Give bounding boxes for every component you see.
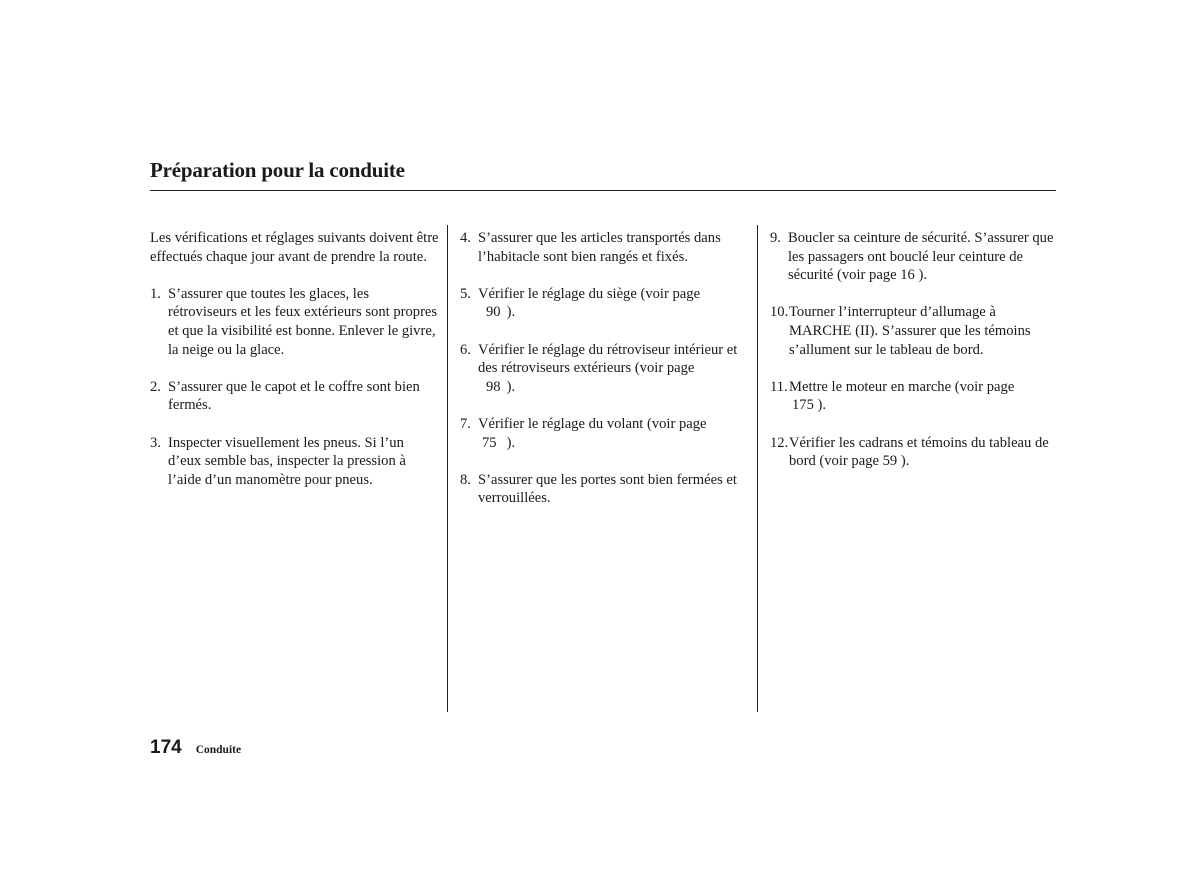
item-number: 7. (460, 415, 471, 432)
item-text: S’assurer que les portes sont bien fermées et verrouillées. (478, 471, 737, 507)
title-divider (150, 190, 1056, 191)
checklist-item-11 (770, 378, 1060, 415)
item-number: 9. (770, 230, 781, 246)
checklist-item-4 (460, 229, 750, 266)
item-number: 6. (460, 341, 471, 358)
item-text: S’assurer que toutes les glaces, les rétroviseurs et les feux extérieurs sont propres et que la visibilité est bonne. Enlever le givre, la neige ou la glace. (168, 285, 438, 358)
item-text: Boucler sa ceinture de sécurité. S’assurer que les passagers ont bouclé leur ceinture de sécurité (voir page 16 ). (788, 230, 1054, 284)
intro-paragraph: Les vérifications et réglages suivants doivent être effectués chaque jour avant de prendre la route. (150, 230, 439, 265)
checklist-item-7 (460, 415, 750, 452)
item-number: 2. (150, 378, 161, 395)
checklist-item-5 (460, 285, 750, 322)
item-text-wrapper (478, 341, 750, 397)
checklist-item-6 (460, 341, 750, 397)
checklist-item-2 (150, 378, 440, 415)
item-text: Vérifier le réglage du rétroviseur intérieur et des rétroviseurs extérieurs (voir page (478, 341, 738, 377)
item-text-wrapper (478, 415, 750, 452)
checklist-item-12 (770, 434, 1060, 471)
checklist-item-1 (150, 285, 440, 359)
column-right (770, 229, 1060, 489)
page-reference-tail: ). (506, 304, 516, 321)
item-text: Vérifier le réglage du siège (voir page (478, 285, 701, 302)
checklist-item-3 (150, 434, 440, 490)
page-reference-tail: ). (506, 434, 516, 451)
page-reference[interactable]: 90 (486, 304, 501, 321)
section-name: Conduite (195, 744, 242, 756)
item-text: Mettre le moteur en marche (voir page (789, 378, 1015, 395)
checklist-item-9 (770, 229, 1060, 285)
column-left (150, 229, 440, 508)
item-number: 8. (460, 471, 471, 488)
item-number: 11. (770, 378, 788, 395)
item-text: Inspecter visuellement les pneus. Si l’un d’eux semble bas, inspecter la pression à l’aide d’un manomètre pour pneus. (168, 434, 406, 488)
item-text: S’assurer que le capot et le coffre sont bien fermés. (168, 378, 420, 414)
item-number: 3. (150, 434, 161, 451)
page-footer (150, 737, 241, 759)
page-reference[interactable]: 175 ). (792, 397, 827, 414)
checklist-item-10 (770, 303, 1060, 359)
page-title: Préparation pour la conduite (150, 158, 405, 182)
item-number: 4. (460, 230, 471, 246)
item-text: Vérifier le réglage du volant (voir page (478, 415, 707, 432)
item-text: S’assurer que les articles transportés dans l’habitacle sont bien rangés et fixés. (478, 230, 721, 265)
checklist-item-8 (460, 471, 750, 508)
column-middle (460, 229, 750, 527)
page-reference[interactable]: 75 (482, 434, 497, 451)
page-reference-tail: ). (506, 378, 516, 395)
column-divider-right (757, 225, 758, 712)
column-divider-left (447, 225, 448, 712)
item-number: 1. (150, 285, 161, 302)
item-number: 5. (460, 285, 471, 302)
item-number: 12. (770, 434, 789, 451)
page-number: 174 (150, 737, 182, 758)
item-text-wrapper (478, 285, 750, 322)
item-number: 10. (770, 304, 789, 321)
item-text-wrapper (789, 378, 1060, 415)
item-text: Vérifier les cadrans et témoins du tableau de bord (voir page 59 ). (789, 434, 1049, 470)
page-reference[interactable]: 98 (486, 378, 501, 395)
item-text: Tourner l’interrupteur d’allumage à MARCHE (II). S’assurer que les témoins s’allument sur le tableau de bord. (789, 304, 1031, 358)
